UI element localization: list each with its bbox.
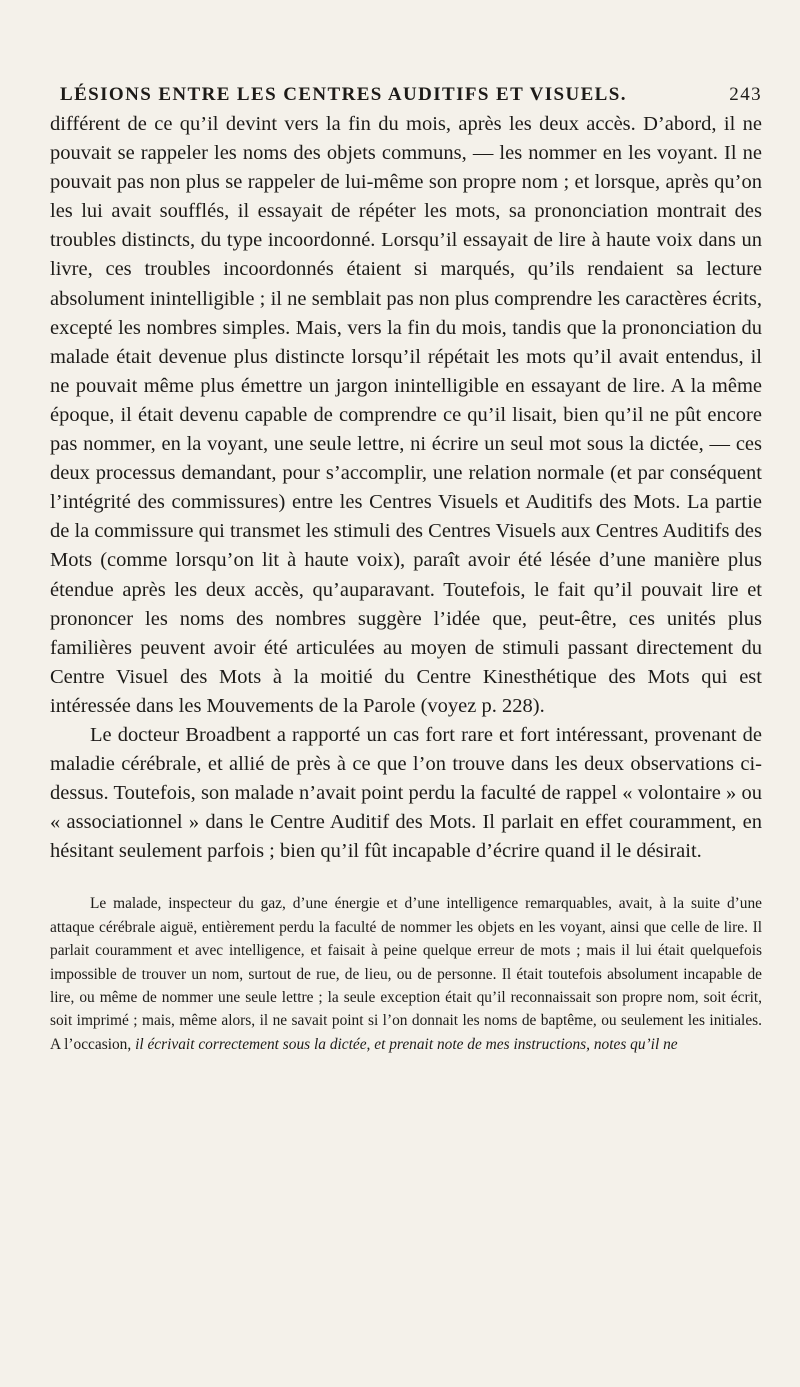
case-note-text: Le malade, inspecteur du gaz, d’une énergie et d’une intelligence remarquables, avait, à la suite d’une attaque cérébrale aiguë, entièrement perdu la faculté de nommer les objets en les voyant, ainsi que celle de lire. Il parlait couramment et avec intelligence, et faisait à peine quelque erreur de mots ; mais il lui était quelquefois impossible de trouver un nom, surtout de rue, de lieu, ou de personne. Il était toutefois absolument incapable de lire, ou même de nommer une seule lettre ; la seule exception était qu’il reconnaissait son propre nom, soit écrit, soit imprimé ; mais, même alors, il ne savait point si l’on donnait les noms de baptême, ou seulement les initiales. A l’occasion, — [50, 895, 762, 1053]
body-paragraph-1: différent de ce qu’il devint vers la fin du mois, après les deux accès. D’abord, il ne pouvait se rappeler les noms des objets communs, — les nommer en les voyant. Il ne pouvait pas non plus se rappeler de lui-même son propre nom ; et lorsque, après qu’on les lui avait soufflés, il essayait de répéter les mots, sa prononciation montrait des troubles distincts, du type incoordonné. Lorsqu’il essayait de lire à haute voix dans un livre, ces troubles incoordonnés étaient si marqués, qu’ils rendaient sa lecture absolument inintelligible ; il ne semblait pas non plus comprendre les caractères écrits, excepté les nombres simples. Mais, vers la fin du mois, tandis que la prononciation du malade était devenue plus distincte lorsqu’il répétait les mots qu’il avait entendus, il ne pouvait même plus émettre un jargon inintelligible en essayant de lire. A la même époque, il était devenu capable de comprendre ce qu’il lisait, bien qu’il ne pût encore pas nommer, en la voyant, une seule lettre, ni écrire un seul mot sous la dictée, — ces deux processus demandant, pour s’accomplir, une relation normale (et par conséquent l’intégrité des commissures) entre les Centres Visuels et Auditifs des Mots. La partie de la commissure qui transmet les stimuli des Centres Visuels aux Centres Auditifs des Mots (comme lorsqu’on lit à haute voix), paraît avoir été lésée d’une manière plus étendue après les deux accès, qu’auparavant. Toutefois, le fait qu’il pouvait lire et prononcer les noms des nombres suggère l’idée que, peut-être, ces unités plus familières peuvent avoir été articulées au moyen de stimuli passant directement du Centre Visuel des Mots à la moitié du Centre Kinesthétique des Mots qui est intéressée dans les Mouvements de la Parole (voyez p. 228). — [50, 113, 762, 717]
case-note — [50, 892, 762, 1056]
running-title: LÉSIONS ENTRE LES CENTRES AUDITIFS ET VISUELS. — [60, 84, 627, 105]
book-page — [50, 84, 762, 1056]
page-number: 243 — [729, 84, 762, 105]
body-paragraph-2: Le docteur Broadbent a rapporté un cas fort rare et fort intéressant, provenant de maladie cérébrale, et allié de près à ce que l’on trouve dans les deux observations ci-dessus. Toutefois, son malade n’avait point perdu la faculté de rappel « volontaire » ou « associationnel » dans le Centre Auditif des Mots. Il parlait en effet couramment, en hésitant seulement parfois ; bien qu’il fût incapable d’écrire quand il le désirait. — [50, 723, 762, 863]
case-note-italic: il écrivait correctement sous la dictée, et prenait note de mes instructions, notes qu’il ne — [135, 1035, 678, 1053]
running-header — [60, 84, 762, 106]
